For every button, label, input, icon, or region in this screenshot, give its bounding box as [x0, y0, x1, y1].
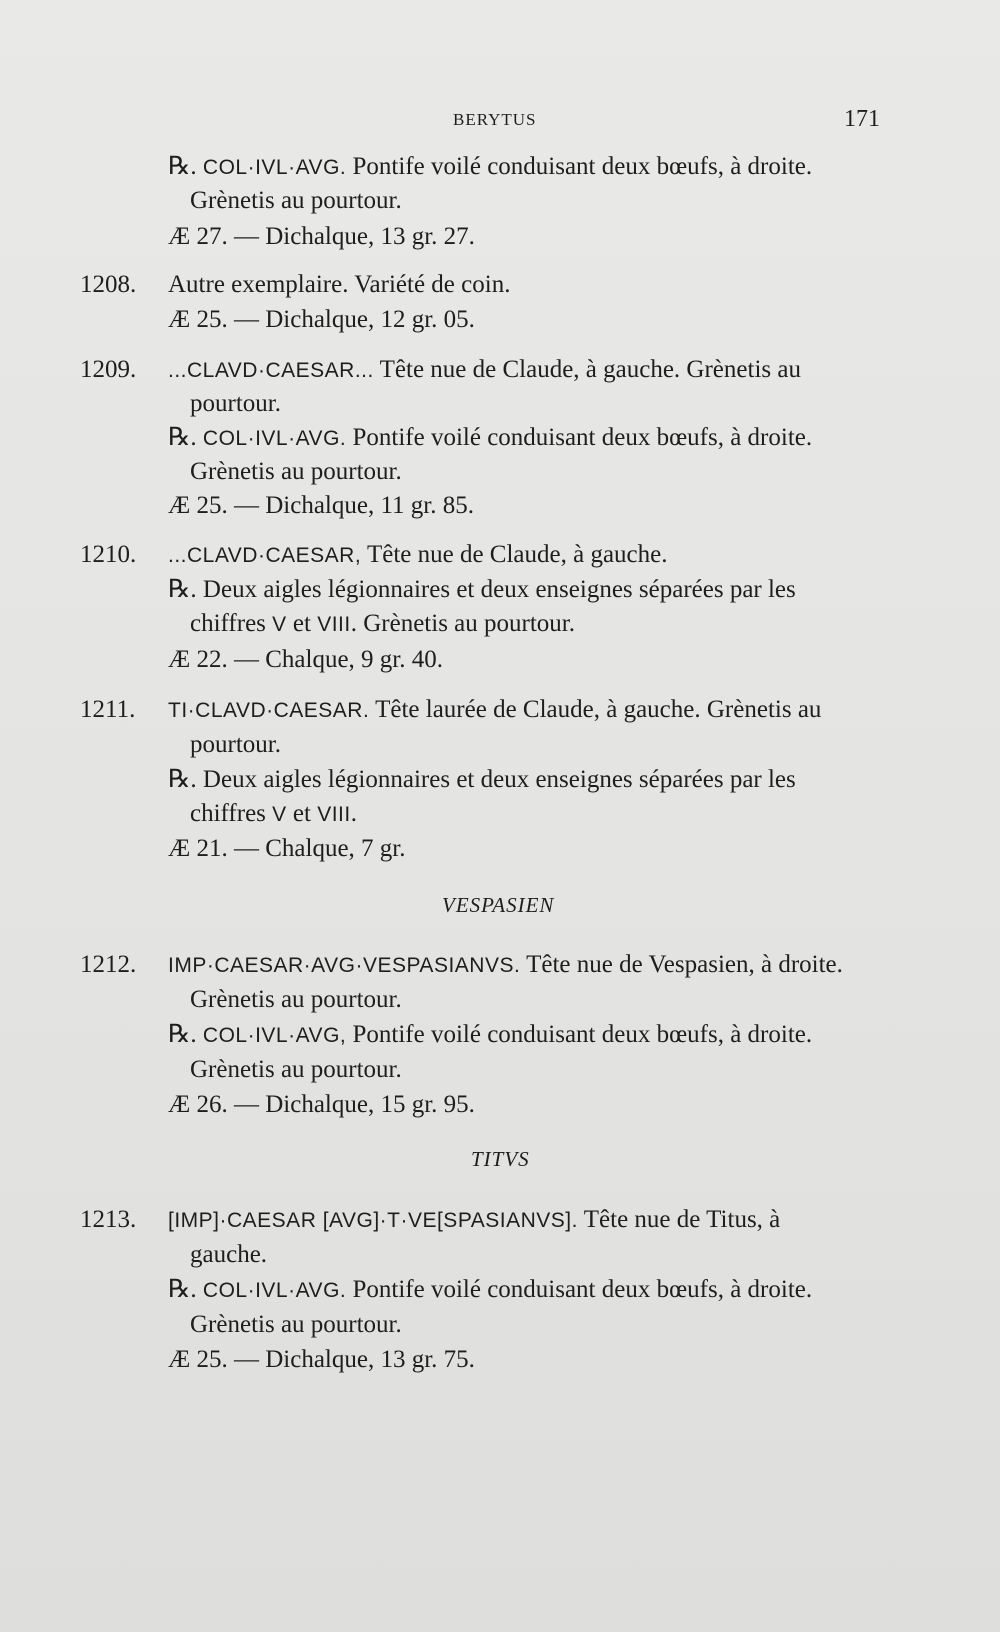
- reverse-description: ℞. Deux aigles légionnaires et deux enseignes séparées par les: [168, 576, 796, 603]
- reverse-description: ℞. COL·IVL·AVG, Pontife voilé conduisant deux bœufs, à droite.: [168, 1021, 813, 1048]
- coin-legend: COL·IVL·AVG,: [202, 1024, 347, 1047]
- reverse-symbol: ℞.: [168, 766, 197, 793]
- entry-text: Autre exemplaire. Variété de coin.: [168, 271, 511, 298]
- reverse-symbol: ℞.: [168, 153, 197, 180]
- coin-legend: IMP·CAESAR·AVG·VESPASIANVS.: [168, 954, 521, 977]
- coin-legend: ...CLAVD·CAESAR,: [168, 544, 362, 567]
- coin-legend: COL·IVL·AVG.: [202, 1279, 347, 1302]
- reverse-description: ℞. COL·IVL·AVG. Pontife voilé conduisant deux bœufs, à droite.: [168, 1276, 813, 1303]
- weight-line: Æ 26. — Dichalque, 15 gr. 95.: [168, 1091, 475, 1118]
- coin-legend: COL·IVL·AVG.: [202, 156, 347, 179]
- entry-number: 1213.: [80, 1206, 137, 1233]
- reverse-symbol: ℞.: [168, 1021, 197, 1048]
- entry-number: 1208.: [80, 271, 137, 298]
- obverse-description: TI·CLAVD·CAESAR. Tête laurée de Claude, à gauche. Grènetis au: [168, 696, 822, 723]
- text-line: pourtour.: [190, 731, 281, 758]
- reverse-symbol: ℞.: [168, 424, 197, 451]
- weight-line: Æ 22. — Chalque, 9 gr. 40.: [168, 646, 443, 673]
- coin-legend: TI·CLAVD·CAESAR.: [168, 699, 370, 722]
- text-line: Grènetis au pourtour.: [190, 1311, 402, 1338]
- obverse-description: [IMP]·CAESAR [AVG]·T·VE[SPASIANVS]. Tête nue de Titus, à: [168, 1206, 781, 1233]
- reverse-description: ℞. COL·IVL·AVG. Pontife voilé conduisant deux bœufs, à droite.: [168, 153, 813, 180]
- entry-number: 1212.: [80, 951, 137, 978]
- reverse-description: ℞. Deux aigles légionnaires et deux enseignes séparées par les: [168, 766, 796, 793]
- section-heading: VESPASIEN: [442, 893, 555, 917]
- reverse-description: ℞. COL·IVL·AVG. Pontife voilé conduisant deux bœufs, à droite.: [168, 424, 813, 451]
- reverse-symbol: ℞.: [168, 576, 197, 603]
- text-line: Grènetis au pourtour.: [190, 986, 402, 1013]
- text-line: chiffres V et VIII.: [190, 800, 357, 827]
- text-line: Grènetis au pourtour.: [190, 187, 402, 214]
- section-heading: TITVS: [471, 1147, 530, 1171]
- entry-number: 1210.: [80, 541, 137, 568]
- text-line: chiffres V et VIII. Grènetis au pourtour.: [190, 610, 575, 637]
- text-line: Grènetis au pourtour.: [190, 1056, 402, 1083]
- text-line: Grènetis au pourtour.: [190, 458, 402, 485]
- text-line: pourtour.: [190, 390, 281, 417]
- weight-line: Æ 25. — Dichalque, 11 gr. 85.: [168, 492, 474, 519]
- reverse-symbol: ℞.: [168, 1276, 197, 1303]
- weight-line: Æ 27. — Dichalque, 13 gr. 27.: [168, 223, 475, 250]
- coin-legend: COL·IVL·AVG.: [202, 427, 347, 450]
- page-number: 171: [844, 106, 880, 132]
- weight-line: Æ 25. — Dichalque, 13 gr. 75.: [168, 1346, 475, 1373]
- obverse-description: ...CLAVD·CAESAR... Tête nue de Claude, à gauche. Grènetis au: [168, 356, 801, 383]
- weight-line: Æ 25. — Dichalque, 12 gr. 05.: [168, 306, 475, 333]
- entry-number: 1211.: [80, 696, 136, 723]
- coin-legend: ...CLAVD·CAESAR...: [168, 359, 374, 382]
- entry-number: 1209.: [80, 356, 137, 383]
- weight-line: Æ 21. — Chalque, 7 gr.: [168, 835, 406, 862]
- text-line: gauche.: [190, 1241, 268, 1268]
- running-header: BERYTUS: [453, 110, 537, 129]
- obverse-description: IMP·CAESAR·AVG·VESPASIANVS. Tête nue de Vespasien, à droite.: [168, 951, 843, 978]
- coin-legend: [IMP]·CAESAR [AVG]·T·VE[SPASIANVS].: [168, 1209, 578, 1232]
- obverse-description: ...CLAVD·CAESAR, Tête nue de Claude, à gauche.: [168, 541, 668, 568]
